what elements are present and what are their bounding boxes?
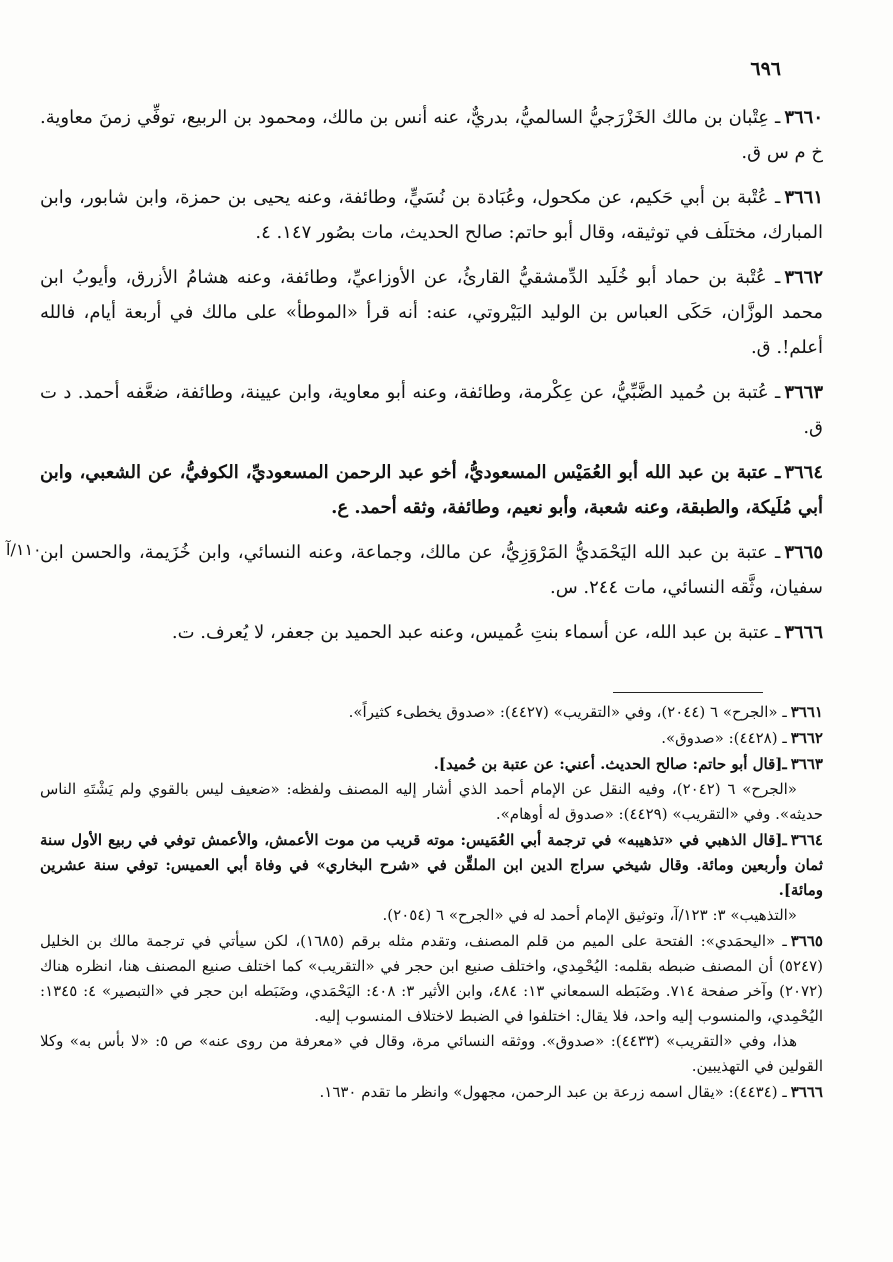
footnote (40, 1080, 823, 1105)
entry-number: ٣٦٦٢ (784, 267, 823, 288)
entry-text: ـ عُتْبة بن حماد أبو خُلَيد الدِّمشقيُّ القارئُ، عن الأوزاعيِّ، وطائفة، وعنه هشامُ الأزرق، وأيوبُ ابن محمد الوزَّان، حَكَى العباس بن الوليد البَيْروتي، عنه: أنه قرأ «الموطأ» على مالك في أربعة أيام، فالله أعلم!. ق. (40, 267, 823, 358)
entry (40, 180, 823, 250)
entry-text: ـ عتبة بن عبد الله اليَحْمَديُّ المَرْوَزِيُّ، عن مالك، وجماعة، وعنه النسائي، وابن خُزَيمة، والحسن ابن سفيان، وثَّقه النسائي، مات ٢٤٤. س. (40, 542, 823, 598)
entries-section (40, 100, 823, 660)
footnote-number: ٣٦٦٣ (790, 755, 823, 773)
margin-note: ١١٠/آ (6, 540, 42, 559)
entry-number: ٣٦٦١ (784, 187, 823, 208)
entry (40, 535, 823, 605)
entry-number: ٣٦٦٠ (784, 107, 823, 128)
footnote-text: ـ «اليحمَدي»: الفتحة على الميم من قلم المصنف، وتقدم مثله برقم (١٦٨٥)، لكن سيأتي في ترجمة مالك بن الخليل (٥٢٤٧) أن المصنف ضبطه بقلمه: اليُحْمِدي، واختلف صنيع ابن حجر في «التقريب» كما اختلف صنيع المصنف هنا، انظره هناك (٢٠٧٢) وآخر صفحة ٧١٤. وضَبَطه السمعاني ١٣: ٤٨٤، وابن الأثير ٣: ٤٠٨: اليَحْمَدي، وضَبَطه ابن حجر في «التبصير» ٤: ١٣٤٥: اليُحْمِدي، والمنسوب إليه واحد، فلا يقال: اختلفوا في الضبط لاختلاف المنسوب إليه. (40, 932, 824, 1025)
entry-text: ـ عِتْبان بن مالك الخَزْرَجيُّ السالميُّ، بدريٌّ، عنه أنس بن مالك، ومحمود بن الربيع، توفِّي زمنَ معاوية. خ م س ق. (40, 107, 823, 163)
footnote-paragraph: «الجرح» ٦ (٢٠٤٢)، وفيه النقل عن الإمام أحمد الذي أشار إليه المصنف ولفظه: «ضعيف ليس بالقوي ولم يَشْتَهِ الناس حديثه». وفي «التقريب» (٤٤٢٩): «صدوق له أوهام». (40, 780, 823, 823)
entry-number: ٣٦٦٦ (784, 622, 823, 643)
entry-text: ـ عتبة بن عبد الله، عن أسماء بنتِ عُميس، وعنه عبد الحميد بن جعفر، لا يُعرف. ت. (171, 622, 781, 643)
footnote (40, 828, 823, 928)
entry-text: ـ عُتبة بن حُميد الضَّبِّيُّ، عن عِكْرمة، وطائفة، وعنه أبو معاوية، وابن عيينة، وطائفة، ضعَّفه أحمد. د ت ق. (40, 382, 823, 438)
footnote-divider (613, 692, 763, 693)
footnote-text: ـ[قال أبو حاتم: صالح الحديث. أعني: عن عتبة بن حُميد]. (433, 755, 787, 773)
entry-text: ـ عُتْبة بن أبي حَكيم، عن مكحول، وعُبَادة بن نُسَيٍّ، وطائفة، وعنه يحيى بن حمزة، وابن شابور، وابن المبارك، مختلَف في توثيقه، وقال أبو حاتم: صالح الحديث، مات بصُور ١٤٧. ٤. (40, 187, 823, 243)
entry-text: ـ عتبة بن عبد الله أبو العُمَيْس المسعوديُّ، أخو عبد الرحمن المسعوديِّ، الكوفيُّ، عن الشعبي، وابن أبي مُلَيكة، والطبقة، وعنه شعبة، وأبو نعيم، وطائفة، وثقه أحمد. ع. (40, 462, 823, 518)
entry (40, 455, 823, 525)
footnote (40, 929, 823, 1079)
footnote (40, 726, 823, 751)
entry-number: ٣٦٦٣ (784, 382, 823, 403)
entry-number: ٣٦٦٤ (784, 462, 823, 483)
footnote-text: ـ (٤٤٣٤): «يقال اسمه زرعة بن عبد الرحمن، مجهول» وانظر ما تقدم ١٦٣٠. (319, 1083, 787, 1101)
footnote-number: ٣٦٦٥ (790, 932, 823, 950)
footnote (40, 700, 823, 725)
entry (40, 260, 823, 365)
footnote-number: ٣٦٦٤ (790, 831, 823, 849)
footnote-text: ـ «الجرح» ٦ (٢٠٤٤)، وفي «التقريب» (٤٤٢٧): «صدوق يخطىء كثيراً». (348, 703, 787, 721)
footnote-text: ـ[قال الذهبي في «تذهيبه» في ترجمة أبي العُمَيس: موته قريب من موت الأعمش، والأعمش توفي في ربيع الأول سنة ثمان وأربعين ومائة. وقال شيخي سراج الدين ابن الملقِّن في «شرح البخاري» في وفاة أبي العميس: توفي سنة عشرين ومائة]. (40, 831, 823, 899)
entry-number: ٣٦٦٥ (784, 542, 823, 563)
footnote-number: ٣٦٦٢ (790, 729, 823, 747)
entry (40, 100, 823, 170)
entry (40, 615, 823, 650)
footnote-number: ٣٦٦٦ (790, 1083, 823, 1101)
page-number: ٦٩٦ (750, 58, 781, 80)
footnote-paragraph: «التذهيب» ٣: ١٢٣/آ، وتوثيق الإمام أحمد له في «الجرح» ٦ (٢٠٥٤). (382, 906, 797, 924)
footnote-text: ـ (٤٤٢٨): «صدوق». (661, 729, 787, 747)
footnote-paragraph: هذا، وفي «التقريب» (٤٤٣٣): «صدوق». ووثقه النسائي مرة، وقال في «معرفة من روى عنه» ص ٥: «لا بأس به» وكلا القولين في التهذيبين. (40, 1032, 823, 1075)
footnote-number: ٣٦٦١ (790, 703, 823, 721)
footnotes-section (40, 700, 823, 1106)
footnote (40, 752, 823, 827)
entry (40, 375, 823, 445)
